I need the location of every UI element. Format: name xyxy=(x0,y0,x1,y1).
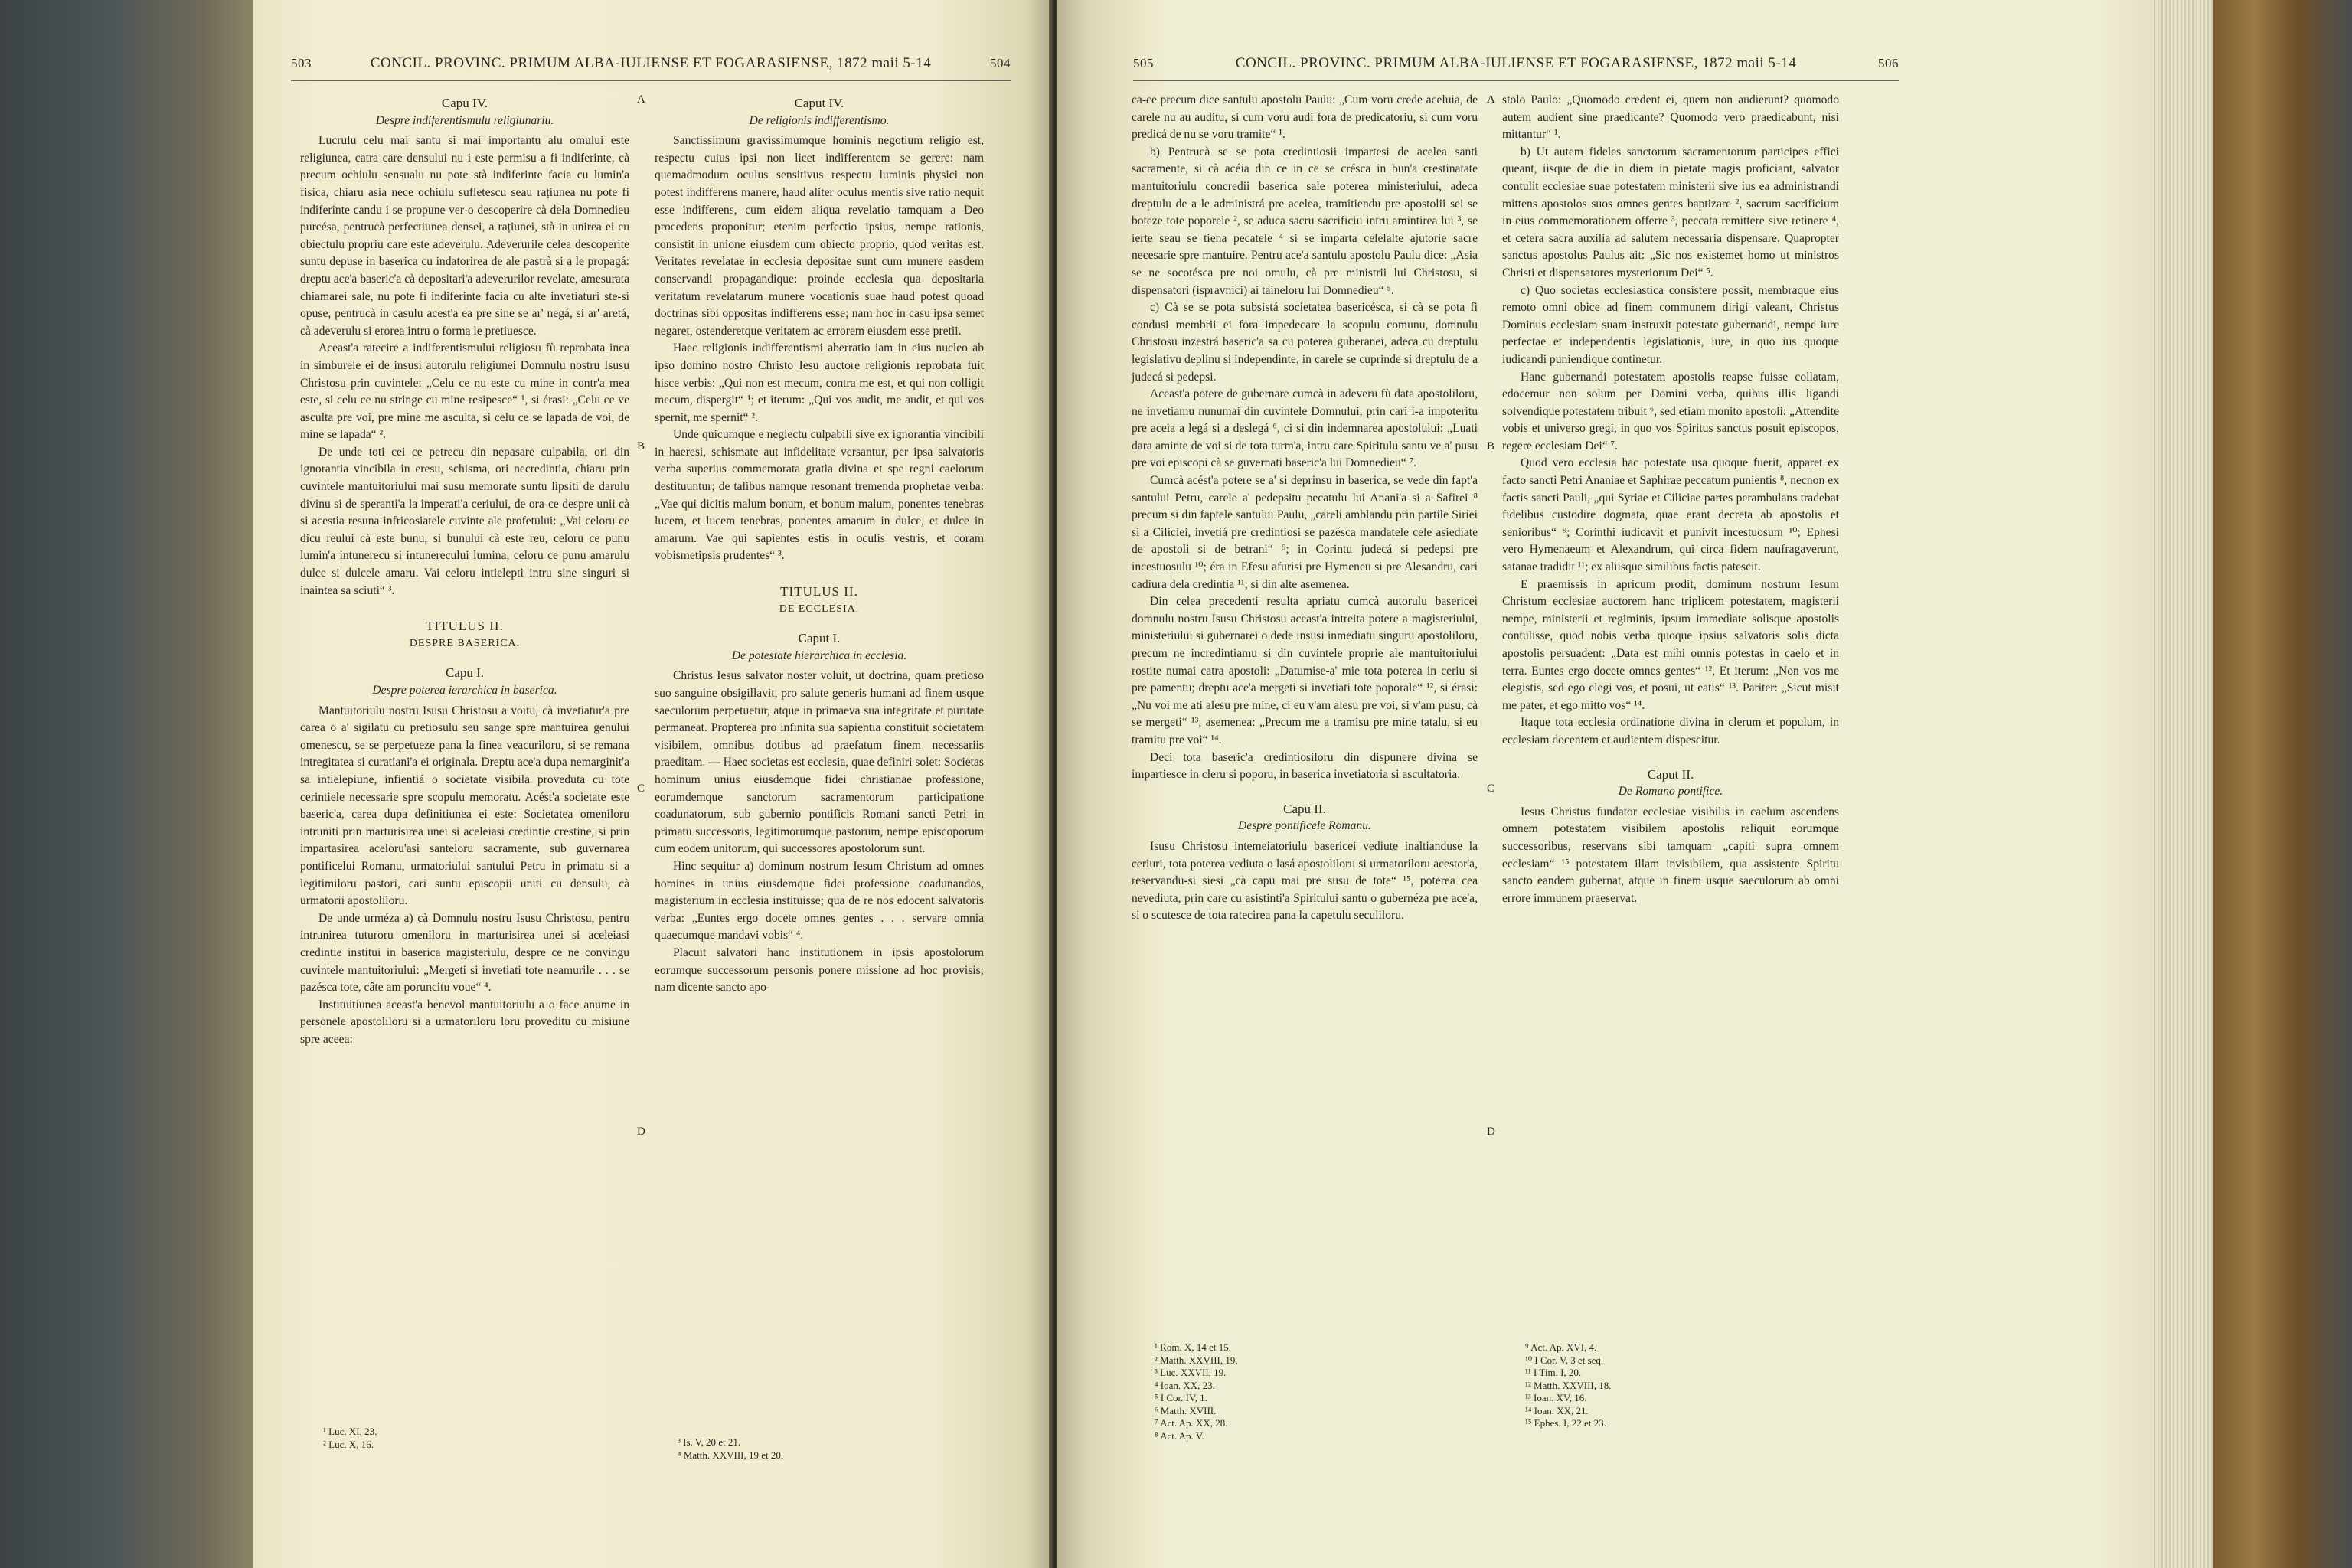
footnote: ⁵ I Cor. IV, 1. xyxy=(1155,1392,1207,1403)
footnotes xyxy=(323,1426,377,1451)
footnote: ² Luc. X, 16. xyxy=(323,1438,374,1450)
margin-letter: B xyxy=(637,440,645,452)
paragraph: Iesus Christus fundator ecclesiae visibilis in caelum ascendens omnem potestatem visibilem apostolis reliquit eorumque successoribus, reservans sibi tamquam „capiti supra omnem ecclesiam“ ¹⁵ potestatem illam invisibilem, qua assistente Spiritu sancto eandem gubernat, atque in finem usque saeculorum ab omni errore immunem praeservat. xyxy=(1502,805,1839,905)
footnote: ¹⁰ I Cor. V, 3 et seq. xyxy=(1525,1354,1604,1366)
footnotes xyxy=(1525,1341,1612,1430)
paragraph: Hinc sequitur a) dominum nostrum Iesum Christum ad omnes homines in unius eiusdemque fidei professione coadunandos, magisterium in ecclesia instituisse; qua de re nos edocent salvatoris verba: „Euntes ergo docete omnes gentes . . . servare omnia quaecumque mandavi vobis“ ⁴. xyxy=(655,859,984,942)
footnote: ² Matth. XXVIII, 19. xyxy=(1155,1354,1238,1366)
paragraph: Aceast'a ratecire a indiferentismului religiosu fù reprobata inca in simburele ei de insusi autorulu religiunei Domnulu nostru Isusu Christosu prin cuvintele: „Celu ce nu este cu mine in contr'a mea este, si celu ce nu stringe cu mine resipesce“ ¹, si érasi: „Celu ce ve asculta pre voi, pre mine me asculta, si celu ce se lapada de voi, de mine se lapada“ ². xyxy=(300,341,629,442)
chapter-heading: Capu IV. xyxy=(441,96,488,110)
title-heading: TITULUS II. xyxy=(780,584,858,599)
chapter-subtitle: Despre indiferentismulu religiunariu. xyxy=(375,113,554,127)
romanian-column xyxy=(1132,92,1478,925)
romanian-column xyxy=(300,92,629,1048)
latin-column xyxy=(1502,92,1839,907)
footnotes xyxy=(1155,1341,1238,1442)
paragraph: Aceast'a potere de gubernare cumcà in adeveru fù data apostoliloru, ne invetiamu nunumai din cuvintele Domnului, prin cari i-a impoteritu pre aceia a legá si a deslegá ⁶, ci si din indemnarea apostolului: „Luati dara aminte de voi si de tota turm'a, intru care Spiritulu santu ve a' pusu pre voi episcopi cà se guvernati baseric'a lui Domnedieu“ ⁷. xyxy=(1132,387,1478,470)
paragraph: Haec religionis indifferentismi aberratio iam in eius nucleo ab ipso domino nostro Christo Iesu auctore religionis reprobata fuit hisce verbis: „Qui non est mecum, contra me est, et qui non colligit mecum, dispergit“ ¹; et iterum: „Qui vos audit, me audit, et qui vos spernit, me spernit“ ². xyxy=(655,341,984,424)
chapter-heading: Capu I. xyxy=(445,665,485,681)
chapter-subtitle: De potestate hierarchica in ecclesia. xyxy=(731,648,907,662)
footnote: ¹⁵ Ephes. I, 22 et 23. xyxy=(1525,1417,1606,1429)
paragraph: Instituitiunea aceast'a benevol mantuitoriulu a o face anume in personele apostoliloru si a urmatoriloru loru proveditu cu misiune spre aceea: xyxy=(300,998,629,1046)
footnote: ³ Luc. XXVII, 19. xyxy=(1155,1367,1227,1378)
paragraph: ca-ce precum dice santulu apostolu Paulu: „Cum voru crede aceluia, de carele nu au auditu, si cum voru audi fora de predicatoriu, si cum voru predicá de nu se voru tramite“ ¹. xyxy=(1132,93,1478,142)
paragraph: b) Pentrucà se se pota credintiosii impartesi de acelea santi sacramente, si cà acéia din ce in ce se crésca in bun'a crestinatate mantuitoriulu concredii baserica sale poterea ministeriului, adeca dreptulu de a le administrá pre acelea, tramitiendu pre apostolii sei se boteze tote poporele ², se aduca sacru sacrificiu intru amintirea lui ³, se ierte seau se tiena pecatele ⁴ si se imparta celelalte ajutorie sacre necesarie spre mantuire. Pentru ace'a santulu apostolu Paulu dice: „Asia se ne socotésca pre noi omulu, cà pre ministrii lui Christosu, si dispensatori (ispravnici) ai taineloru lui Domnedieu“ ⁵. xyxy=(1132,145,1478,297)
chapter-heading: Caput IV. xyxy=(794,96,844,110)
paragraph: De unde toti cei ce petrecu din nepasare culpabila, ori din ignorantia vincibila in eresu, schisma, ori necredintia, chiaru prin cuvintele mantuitoriului mai susu memorate suntu lipsiti de darulu divinu si de speranti'a la imperati'a ceriului, de ora-ce despre unii cà si acestia resuna infricosiatele cuvinte ale profetului: „Vai celoru ce dicu reului cà este bunu, si bunului cà este reu, celoru ce punu lumin'a intunerecu si intunerecului lumina, celoru ce punu amarulu dulce si dulcele amaru. Vai celoru intielepti intru sine singuri si inaintea sa sciuti“ ³. xyxy=(300,445,629,597)
page-number: 504 xyxy=(989,56,1011,70)
chapter-heading: Caput I. xyxy=(798,631,841,646)
paragraph: Christus Iesus salvator noster voluit, ut doctrina, quam pretioso suo sanguine obsigillavit, pro salute generis humani ad finem usque saeculorum perpetuetur, atque in primaeva sua integritate et puritate permaneat. Propterea pro infinita sua sapientia constituit societatem visibilem, omnibus dotibus ad praefatum finem necessariis praeditam. — Haec societas est ecclesia, quae definiri solet: Societas hominum unius eiusdemque fidei christianae professione, eorumdemque sanctorum sacramentorum participatione coadunatorum, sub gubernio pontificis Romani sancti Petri in primatu successoris, legitimorumque pastorum, nempe episcoporum cum eodem unitorum, qui successores apostolorum sunt. xyxy=(655,669,984,856)
footnote: ¹¹ I Tim. I, 20. xyxy=(1525,1367,1582,1378)
header-rule xyxy=(291,80,1011,81)
running-head xyxy=(291,55,1011,72)
page-number: 503 xyxy=(291,56,312,70)
title-subheading: DE ECCLESIA. xyxy=(779,603,860,615)
header-rule xyxy=(1133,80,1899,81)
margin-letter: C xyxy=(637,782,645,795)
left-page xyxy=(253,0,1049,1568)
paragraph: c) Quo societas ecclesiastica consistere possit, membraque eius remoto omni obice ad finem communem dirigi valeant, Christus Dominus ecclesiam suam instruxit potestate gubernandi, nempe iure perfectae et independentis legislationis, iure, in quo ius quoque iudicandi puniendique continetur. xyxy=(1502,283,1839,366)
paragraph: Din celea precedenti resulta apriatu cumcà autorulu basericei domnulu nostru Isusu Christosu aceast'a intreita potere a magisteriului, ministeriului si gubernarei o dede insusi inmediatu singuru apostoliloru, precum ne incredintiamu si din cuvintele proprie ale mantuitoriului rostite numai catra apostoli: „Datumise-a' mie tota poterea in ceriu si pre pamentu; dreptu ace'a mergeti si invetiati tote poporale“ ¹², si érasi: „Nu voi me ati alesu pre mine, ci eu v'am alesu pre voi, si v'am pusu, cà se mergeti“ ¹³, asemenea: „Precum me a tramisu pre mine tatalu, si eu tramitu pre voi“ ¹⁴. xyxy=(1132,595,1478,746)
chapter-subtitle: Despre pontificele Romanu. xyxy=(1238,819,1371,833)
paragraph: Sanctissimum gravissimumque hominis negotium religio est, respectu cuius ipsi non licet indifferentem se gerere: nam quemadmodum oculus sensitivus respectu luminis physici non potest indifferens manere, haud aliter oculus mentis sive ratio nequit esse indifferens, cum eidem aliqua revelatio tamquam a Deo procedens proponitur; etenim perfectio ipsius, nempe rationis, consistit in unione eiusdem cum obiecto proprio, quod veritas est. Veritates revelatae in ecclesia depositae sunt cum munere easdem conservandi propagandique: proinde ecclesia qua depositaria veritatum revelatarum munere vocationis suae haud potest quoad doctrinas sibi oppositas indifferens esse; nam hoc in casu ipsa semet negaret, ostenderetque veritatem ac errorem eiusdem esse pretii. xyxy=(655,134,984,338)
spacer xyxy=(1132,784,1478,798)
paragraph: Cumcà acést'a potere se a' si deprinsu in baserica, se vede din fapt'a santului Petru, carele a' pedepsitu pecatulu lui Anani'a si a Safirei ⁸ precum si din faptele santului Paulu, „careli amblandu prin partile Siriei si a Ciliciei, invetiá pre credintiosi se pazésca mandatele cele asiediate de apostoli si de betrani“ ⁹; in Corintu judecá si pedepsi pre incestuosulu ¹⁰; éra in Efesu afurisi pre Hymeneu si pre Alesandru, cari cadiura dela credintia ¹¹; si din alte asemenea. xyxy=(1132,474,1478,591)
paragraph: Deci tota baseric'a credintiosiloru din dispunere divina se impartiesce in cleru si poporu, in baserica invetiatoria si ascultatoria. xyxy=(1132,750,1478,782)
right-page xyxy=(1057,0,2151,1568)
paragraph: c) Cà se se pota subsistá societatea basericésca, si cà se pota fi condusi membrii ei fora impedecare la scopulu comunu, domnulu Christosu inzestrá baseric'a sa cu poterea guberanei, adeca cu dreptulu legislativu deplinu si independinte, in carele se cuprinde si dreptulu de a judecá si pedepsi. xyxy=(1132,301,1478,384)
margin-letter: D xyxy=(637,1125,645,1138)
chapter-heading: Caput II. xyxy=(1647,766,1694,782)
footnote: ¹ Luc. XI, 23. xyxy=(323,1426,377,1437)
footnote: ⁶ Matth. XVIII. xyxy=(1155,1404,1217,1416)
page-number: 506 xyxy=(1877,56,1899,70)
margin-letter: B xyxy=(1487,440,1495,452)
paragraph: E praemissis in apricum prodit, dominum nostrum Iesum Christum ecclesiae auctorem hanc triplicem potestatem, magisterii nempe, ministerii et regiminis, ipsum immediate solisque apostolis contulisse, quod nobis verba quoque ipsius salvatoris solis dicta apostolis persuadent: „Data est mihi omnis potestas in caelo et in terra. Euntes ergo docete omnes gentes“ ¹², Et iterum: „Non vos me elegistis, sed ego elegi vos, et posui, ut eatis“ ¹³. Pariter: „Sicut misit me pater, et ego mitto vos“ ¹⁴. xyxy=(1502,577,1839,712)
footnote: ¹³ Ioan. XV, 16. xyxy=(1525,1392,1587,1403)
margin-letter: C xyxy=(1487,782,1495,795)
footnote: ⁷ Act. Ap. XX, 28. xyxy=(1155,1417,1228,1429)
paragraph: Unde quicumque e neglectu culpabili sive ex ignorantia vincibili in haeresi, schismate aut infidelitate versantur, per ipsa salvatoris verba superius commemorata gratia divina et spe regni caelorum destituuntur; de talibus namque resonant tremenda prophetae verba: „Vae qui dicitis malum bonum, et bonum malum, ponentes tenebras lucem, et lucem tenebras, ponentes amarum in dulce, et dulce in amarum. Vae qui sapientes estis in oculis vestris, et coram vobismetipsis prudentes“ ³. xyxy=(655,428,984,563)
footnote: ¹² Matth. XXVIII, 18. xyxy=(1525,1379,1612,1391)
paragraph: Lucrulu celu mai santu si mai importantu alu omului este religiunea, catra care densului nu i este permisu a fi indiferinte, cà precum ochiulu sensualu nu pote stà indiferinte facia cu lumin'a fisica, chiaru asia nece ochiulu sufletescu seau rațiunea nu pote fi indiferinte candu i se propune ver-o descoperire cà dela Domnedieu purcésa, pentrucà perfectiunea densei, a rațiunei, stà in unirea ei cu obiectulu propriu care este adeverulu. Adeverurile celea descoperite suntu depuse in baserica cu indatorirea de ale pastrà si a le propagá: dreptu ace'a baseric'a cà depositari'a adeverurilor revelate, amesurata chiamarei sale, nu pote fi indiferinte facia cu alte invetiaturi ste-si opuse, pentrucà in casulu acest'a ea pre sine se ar' negá, si ar' aretá, cà adeverulu si erorea intru o forma le pretiuesce. xyxy=(300,134,629,338)
title-subheading: DESPRE BASERICA. xyxy=(409,637,521,649)
running-title: CONCIL. PROVINC. PRIMUM ALBA-IULIENSE ET FOGARASIENSE, 1872 maii 5-14 xyxy=(370,55,932,71)
footnote: ⁴ Matth. XXVIII, 19 et 20. xyxy=(678,1449,784,1461)
paragraph: Hanc gubernandi potestatem apostolis reapse fuisse collatam, edocemur non solum per Domini verba, quibus illis ligandi solvendique potestatem tribuit ⁶, sed etiam monito apostoli: „Attendite vobis et universo gregi, in quo vos Spiritus sanctus posuit episcopos, regere ecclesiam Dei“ ⁷. xyxy=(1502,370,1839,452)
paragraph: Quod vero ecclesia hac potestate usa quoque fuerit, apparet ex facto sancti Petri Ananiae et Saphirae peccatum punientis ⁸, necnon ex factis sancti Pauli, „qui Syriae et Ciliciae partes perambulans tradebat fidelibus custodire dogmata, quae erant decreta ab apostolis et senioribus“ ⁹; Corinthi iudicavit et punivit incestuosum ¹⁰; Ephesi vero Hymenaeum et Alexandrum, qui circa fidem naufragaverunt, satanae tradidit ¹¹; ex aliisque similibus factis patescit. xyxy=(1502,456,1839,574)
footnote: ⁹ Act. Ap. XVI, 4. xyxy=(1525,1341,1597,1353)
paragraph: Mantuitoriulu nostru Isusu Christosu a voitu, cà invetiatur'a pre carea o a' sigilatu cu pretiosulu seu sange spre mantuirea genului omenescu, se se perpetueze pana la finea veacuriloru, si se remana intregitatea si curatiani'a ei originala. Dreptu ace'a dupa nemarginit'a sa intielepiune, infientiá o societate visibila proveduta cu tote cerintiele necessarie spre scopulu memoratu. Acést'a societate este baseric'a, carea dupa definitiunea ei este: Societatea omeniloru intruniti prin marturisirea unei si aceleiasi credintie crestine, si prin impartasirea aceloru'asi santeloru sacramente, sub guvernarea pontificelui Romanu, urmatoriului santului Petru in primatu si a legitimiloru pastori, cari suntu episcopii uniti cu densulu, cà urmatorii apostoliloru. xyxy=(300,704,629,908)
footnote: ⁸ Act. Ap. V. xyxy=(1155,1429,1204,1442)
footnote: ³ Is. V, 20 et 21. xyxy=(678,1436,741,1448)
footnote: ⁴ Ioan. XX, 23. xyxy=(1155,1379,1215,1391)
spacer xyxy=(1502,750,1839,763)
footnote: ¹⁴ Ioan. XX, 21. xyxy=(1525,1404,1589,1416)
footnote: ¹ Rom. X, 14 et 15. xyxy=(1155,1341,1231,1353)
latin-column xyxy=(655,92,984,997)
paragraph: b) Ut autem fideles sanctorum sacramentorum participes effici queant, iisque de die in diem in pietate magis proficiant, salvator contulit ecclesiae suae potestatem ministerii sive ius ea administrandi mittens apostolos suos omnes gentes baptizare ², sacrum sacrificium in eius commemorationem offerre ³, peccata remittere sive retinere ⁴, et cetera sacra auxilia ad salutem necessaria dispensare. Quapropter sanctus apostolus Paulus ait: „Sic nos existemet homo ut ministros Christi et dispensatores mysteriorum Dei“ ⁵. xyxy=(1502,145,1839,279)
paragraph: stolo Paulo: „Quomodo credent ei, quem non audierunt? quomodo autem audient sine praedicante? Quomodo vero praedicabunt, nisi mittantur“ ¹. xyxy=(1502,93,1839,142)
margin-letter: D xyxy=(1487,1125,1495,1138)
margin-letter: A xyxy=(637,93,645,106)
paragraph: Placuit salvatori hanc institutionem in ipsis apostolorum eorumque successorum personis ponere missione ad hoc provisis; nam dicente sancto apo- xyxy=(655,946,984,995)
footnotes xyxy=(678,1436,783,1462)
chapter-subtitle: De Romano pontifice. xyxy=(1618,785,1723,799)
page-number: 505 xyxy=(1133,56,1154,70)
book-left-edge xyxy=(0,0,253,1568)
margin-letter: A xyxy=(1487,93,1495,106)
title-heading: TITULUS II. xyxy=(426,619,504,634)
paragraph: De unde urméza a) cà Domnulu nostru Isusu Christosu, pentru intrunirea tuturoru omeniloru in marturisirea unei si aceleiasi credintie institui in baserica magisteriulu, despre ce ne convingu cuvintele mantuitoriului: „Mergeti si invetiati tote neamurile . . . se pazésca tote, câte am poruncitu voue“ ⁴. xyxy=(300,911,629,995)
chapter-heading: Capu II. xyxy=(1283,801,1326,816)
chapter-subtitle: De religionis indifferentismo. xyxy=(749,113,890,127)
chapter-subtitle: Despre poterea ierarchica in baserica. xyxy=(372,684,557,697)
running-head xyxy=(1133,55,1899,72)
running-title: CONCIL. PROVINC. PRIMUM ALBA-IULIENSE ET FOGARASIENSE, 1872 maii 5-14 xyxy=(1235,55,1797,71)
paragraph: Itaque tota ecclesia ordinatione divina in clerum et populum, in ecclesiam docentem et audientem dispescitur. xyxy=(1502,716,1839,746)
page-stack-edge xyxy=(2151,0,2220,1568)
paragraph: Isusu Christosu intemeiatoriulu basericei vediute inaltianduse la ceriuri, tota poterea vediuta o lasá apostoliloru si urmatoriloru acestor'a, reservandu-si siesi „cà capu mai pre susu de tote“ ¹⁵, poterea cea nevediuta, prin care cu asistinti'a Spiritului santu o gubernéza pre ace'a, si o scutesce de tota ratecirea pana la capetulu seculiloru. xyxy=(1132,839,1478,923)
book-cover-edge xyxy=(2213,0,2352,1568)
